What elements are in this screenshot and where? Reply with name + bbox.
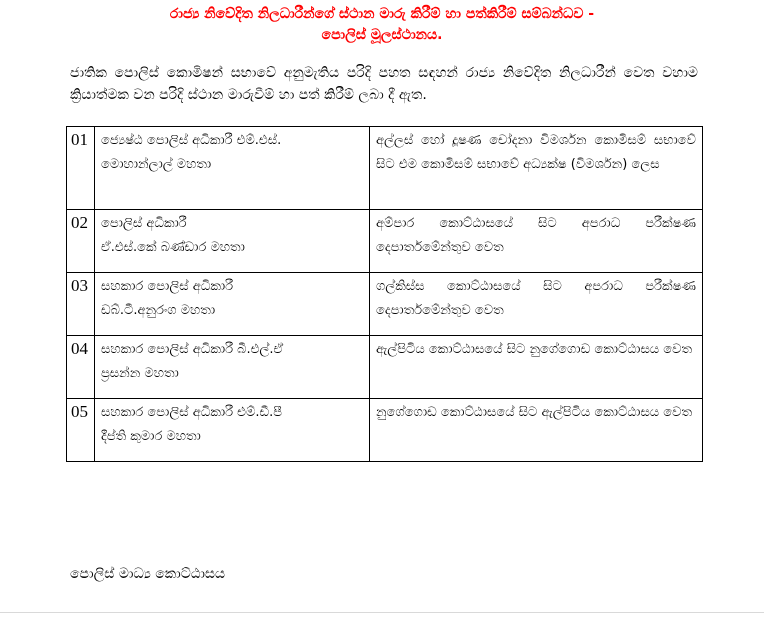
officer-rank: පොලිස් අධිකාරී [101,216,187,231]
officer-rank: සහකාර පොලිස් අධිකාරී [101,279,234,294]
officer-name-cell [95,336,370,399]
transfers-table [66,126,703,462]
table-row [67,273,703,336]
officer-name: මොහාන්ලාල් මහතා [101,157,212,172]
title-line-2: පොලිස් මූලස්ථානය. [321,27,443,43]
row-number: 02 [67,210,95,273]
row-number: 01 [67,127,95,210]
officer-rank: ජ්‍යෙෂ්ඨ පොලිස් අධිකාරී එම්.එස්. [101,133,282,148]
officer-name: දීප්ති කුමාර මහතා [101,429,201,444]
transfer-details-cell: ඇල්පිටිය කොට්ඨාසයේ සිට නුගේගොඩ කොට්ඨාසය වෙත [370,336,703,399]
officer-name-cell [95,210,370,273]
page-bottom-divider [0,612,764,613]
transfer-details-cell: අල්ලස් හෝ දූෂණ චෝදනා විමර්ශන කොමිසම් සභාවේ සිට එම කොමිසම් සභාවේ අධ්‍යක්ෂ (විමර්ශන) ලෙස [370,127,703,210]
officer-name-cell [95,273,370,336]
officer-rank: සහකාර පොලිස් අධිකාරී එම්.ඩී.පී [101,405,283,420]
title-line-1: රාජ්‍ය නිවේදිත නිලධාරීන්ගේ ස්ථාන මාරු කිරීම් හා පත්කිරීම් සම්බන්ධව - [169,6,595,22]
row-number: 03 [67,273,95,336]
row-number: 05 [67,399,95,462]
row-number: 04 [67,336,95,399]
transfer-details-cell: ගල්කිස්ස කොට්ඨාසයේ සිට අපරාධ පරීක්ෂණ දෙපාර්තමේන්තුව වෙත [370,273,703,336]
intro-paragraph: ජාතික පොලිස් කොමිෂන් සභාවේ අනුමැතිය පරිදි පහත සඳහන් රාජ්‍ය නිවේදිත නිලධාරීන් වෙත වහාම ක්‍රියාත්මක වන පරිදි ස්ථාන මාරුවීම් හා පත් කිරීම් ලබා දී ඇත. [70,65,698,103]
transfer-details-cell: නුගේගොඩ කොට්ඨාසයේ සිට ඇල්පිටිය කොට්ඨාසය වෙත [370,399,703,462]
officer-name-cell [95,399,370,462]
officer-name-cell [95,127,370,210]
footer-signature: පොලිස් මාධ්‍ය කොට්ඨාසය [70,566,226,582]
table-row [67,336,703,399]
table-row [67,127,703,210]
officer-name: ඒ.එස්.කේ බණ්ඩාර මහතා [101,240,245,255]
officer-name: ඩබ්.ටී.අනුරංග මහතා [101,303,216,318]
table-row [67,210,703,273]
transfer-details-cell: අම්පාර කොට්ඨාසයේ සිට අපරාධ පරීක්ෂණ දෙපාර්තමේන්තුව වෙත [370,210,703,273]
officer-rank: සහකාර පොලිස් අධිකාරී බී.එල්.ඒ [101,342,284,357]
document-title [0,4,764,46]
officer-name: ප්‍රසන්න මහතා [101,366,179,381]
table-row [67,399,703,462]
